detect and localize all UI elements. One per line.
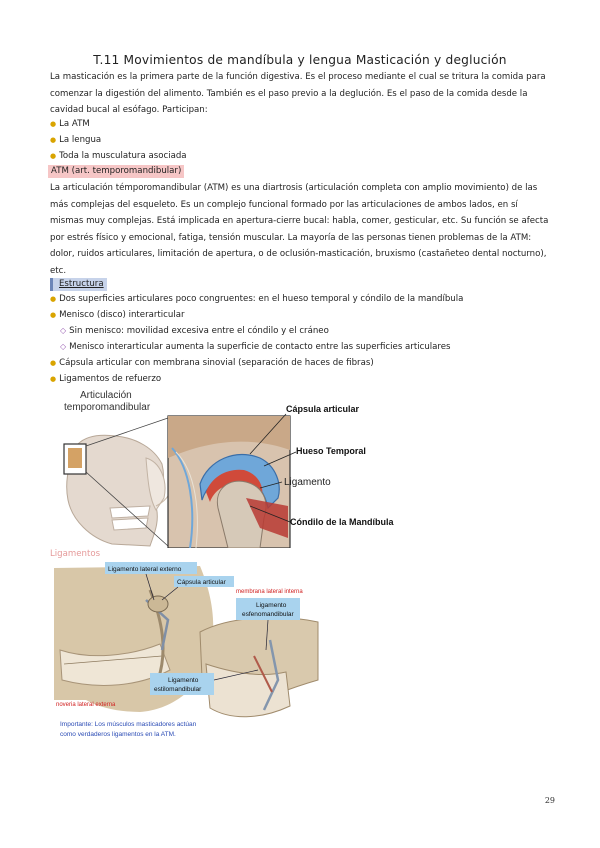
list-item-text: La ATM	[59, 119, 90, 129]
list-item	[50, 132, 101, 148]
bullet-icon: ●	[50, 120, 57, 128]
figure-label-atm-line1: Articulación	[80, 390, 132, 401]
label-esfeno-line1: Ligamento	[256, 602, 287, 609]
label-ligamento: Ligamento	[284, 477, 331, 488]
bullet-icon: ●	[50, 311, 57, 319]
bullet-icon: ●	[50, 152, 57, 160]
bullet-icon: ●	[50, 136, 57, 144]
zoom-panel	[168, 416, 290, 548]
list-item	[50, 371, 161, 387]
list-item-text: Dos superficies articulares poco congruentes: en el hueso temporal y cóndilo de la mandíbula	[59, 294, 464, 304]
page-title: T.11 Movimientos de mandíbula y lengua Masticación y deglución	[93, 53, 507, 67]
diamond-bullet-icon: ◇	[60, 342, 67, 351]
label-condilo: Cóndilo de la Mandíbula	[290, 517, 394, 527]
list-item-text: Cápsula articular con membrana sinovial (separación de haces de fibras)	[59, 358, 374, 368]
structure-heading: Estructura	[50, 278, 107, 291]
diamond-bullet-icon: ◇	[60, 326, 67, 335]
tmj-figure	[50, 388, 430, 548]
label-hueso-temporal: Hueso Temporal	[296, 446, 366, 456]
label-noveria: noveria lateral externa	[56, 702, 116, 708]
figure-label-atm-line2: temporomandibular	[64, 402, 151, 413]
skull-illustration	[64, 435, 171, 546]
list-item	[50, 291, 463, 307]
label-esfeno-line2: esfenomandibular	[242, 611, 294, 618]
ligamentos-title: Ligamentos	[50, 549, 101, 559]
label-lateral-interna: membrana lateral interna	[236, 589, 303, 595]
label-estilo-line2: estilomandibular	[154, 686, 202, 693]
sub-list-item	[60, 323, 329, 339]
atm-heading: ATM (art. temporomandibular)	[48, 165, 184, 178]
label-lateral-externo: Ligamento lateral externo	[108, 566, 182, 573]
list-item-text: Toda la musculatura asociada	[59, 151, 187, 161]
list-item	[50, 355, 374, 371]
bullet-icon: ●	[50, 375, 57, 383]
list-item-text: Menisco (disco) interarticular	[59, 310, 185, 320]
bullet-icon: ●	[50, 295, 57, 303]
important-note-line1: Importante: Los músculos masticadores actúan	[60, 721, 197, 728]
list-item-text: La lengua	[59, 135, 102, 145]
list-item	[50, 307, 185, 323]
list-item-text: Sin menisco: movilidad excesiva entre el cóndilo y el cráneo	[69, 326, 329, 336]
list-item	[50, 116, 90, 132]
ligaments-figure	[50, 560, 320, 750]
atm-paragraph: La articulación témporomandibular (ATM) es una diartrosis (articulación completa con amplio movimiento) de las más complejas del esqueleto. Es un complejo funcional formado por las articulaciones de ambos lados, en sí mismas muy complejas. Está implicada en apertura-cierre bucal: habla, comer, gesticular, etc. Su función se afecta por estrés físico y emocional, fatiga, tensión muscular. La mayoría de las personas tienen problemas de la ATM: dolor, ruidos articulares, limitación de apertura, o de oclusión-masticación, bruxismo (castañeteo dental nocturno), etc.	[50, 183, 549, 276]
sub-list-item	[60, 339, 451, 355]
bullet-icon: ●	[50, 359, 57, 367]
list-item-text: Menisco interarticular aumenta la superficie de contacto entre las superficies articulares	[69, 342, 451, 352]
label-capsula: Cápsula articular	[286, 404, 360, 414]
list-item	[50, 148, 187, 164]
label-capsula-articular: Cápsula articular	[177, 579, 226, 586]
important-note-line2: como verdaderos ligamentos en la ATM.	[60, 731, 176, 738]
label-estilo-line1: Ligamento	[168, 677, 199, 684]
page-number: 29	[544, 796, 555, 805]
intro-paragraph: La masticación es la primera parte de la función digestiva. Es el proceso mediante el cual se tritura la comida para comenzar la digestión del alimento. También es el paso previo a la deglución. Es el paso de la comida desde la cavidad bucal al esófago. Participan:	[50, 72, 546, 116]
list-item-text: Ligamentos de refuerzo	[59, 374, 162, 384]
